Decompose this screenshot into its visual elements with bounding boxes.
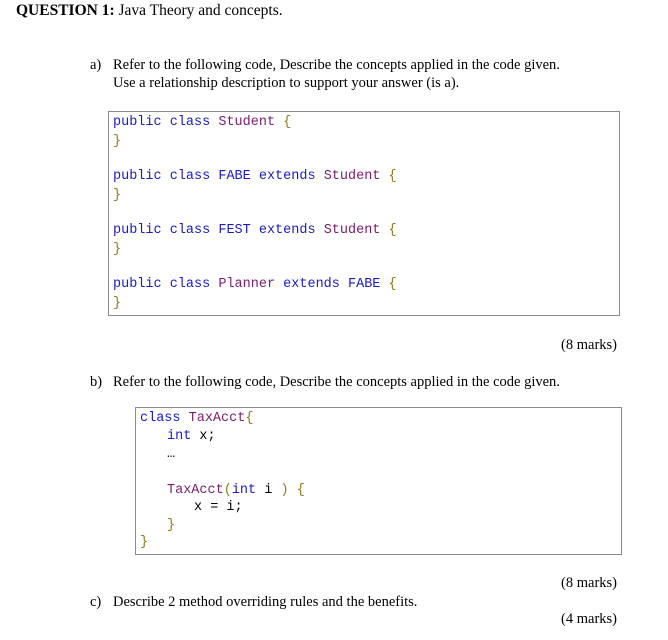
question-a-letter: a) <box>90 57 102 73</box>
code-keyword: class <box>140 411 181 426</box>
code-brace: { <box>283 115 292 130</box>
code-paren: ( <box>223 483 232 498</box>
code-a-line-4: } <box>113 188 122 203</box>
code-keyword: class <box>169 115 211 130</box>
code-class-name: TaxAcct <box>188 411 246 426</box>
code-keyword: public <box>113 277 162 292</box>
code-a-line-8: } <box>113 296 122 311</box>
code-parent-class: Student <box>323 169 381 184</box>
code-brace: { <box>388 223 397 238</box>
question-a-line-2: Use a relationship description to support your answer (is a). <box>113 75 460 91</box>
code-keyword: public <box>113 169 162 184</box>
code-keyword: extends <box>258 223 316 238</box>
code-brace: { <box>388 277 397 292</box>
question-c-line-1: Describe 2 method overriding rules and the benefits. <box>113 594 418 610</box>
code-b-line-1 <box>140 411 253 426</box>
code-block-a <box>108 111 620 316</box>
code-parent-class: FABE <box>348 277 381 292</box>
question-title <box>16 2 283 20</box>
code-class-name: FABE <box>218 169 251 184</box>
question-number: QUESTION 1: <box>16 2 115 19</box>
code-constructor-name: TaxAcct <box>167 483 224 498</box>
code-b-line-7: } <box>140 535 149 550</box>
question-c-marks: (4 marks) <box>561 611 617 627</box>
code-keyword: extends <box>283 277 340 292</box>
question-b-line-1: Refer to the following code, Describe the concepts applied in the code given. <box>113 374 560 390</box>
code-type: int <box>231 483 257 498</box>
code-keyword: extends <box>258 169 316 184</box>
question-b-letter: b) <box>90 374 103 390</box>
question-b-marks: (8 marks) <box>561 575 617 591</box>
code-b-line-6: } <box>167 518 176 533</box>
code-keyword: class <box>169 277 211 292</box>
code-b-line-4 <box>167 483 305 498</box>
code-type: int <box>167 429 192 444</box>
code-a-line-7 <box>113 277 397 292</box>
code-block-b <box>135 407 622 555</box>
code-keyword: public <box>113 115 162 130</box>
code-param: i <box>264 483 273 498</box>
code-brace: { <box>388 169 397 184</box>
code-class-name: Planner <box>218 277 276 292</box>
code-a-line-1 <box>113 115 291 130</box>
question-topic: Java Theory and concepts. <box>114 2 283 19</box>
code-brace: { <box>245 411 254 426</box>
question-c-letter: c) <box>90 594 102 610</box>
code-b-line-3: … <box>167 447 176 462</box>
code-class-name: Student <box>218 115 276 130</box>
code-identifier: x; <box>199 429 216 444</box>
code-a-line-5 <box>113 223 397 238</box>
code-a-line-2: } <box>113 134 122 149</box>
code-b-line-2 <box>167 429 216 444</box>
code-a-line-6: } <box>113 242 122 257</box>
question-a-line-1: Refer to the following code, Describe the concepts applied in the code given. <box>113 57 560 73</box>
code-class-name: FEST <box>218 223 251 238</box>
code-b-line-5: x = i; <box>194 500 243 515</box>
code-a-line-3 <box>113 169 397 184</box>
code-keyword: class <box>169 223 211 238</box>
question-a-marks: (8 marks) <box>561 337 617 353</box>
code-keyword: public <box>113 223 162 238</box>
code-parent-class: Student <box>323 223 381 238</box>
code-paren: ) <box>280 483 289 498</box>
code-keyword: class <box>169 169 211 184</box>
code-brace: { <box>296 483 305 498</box>
